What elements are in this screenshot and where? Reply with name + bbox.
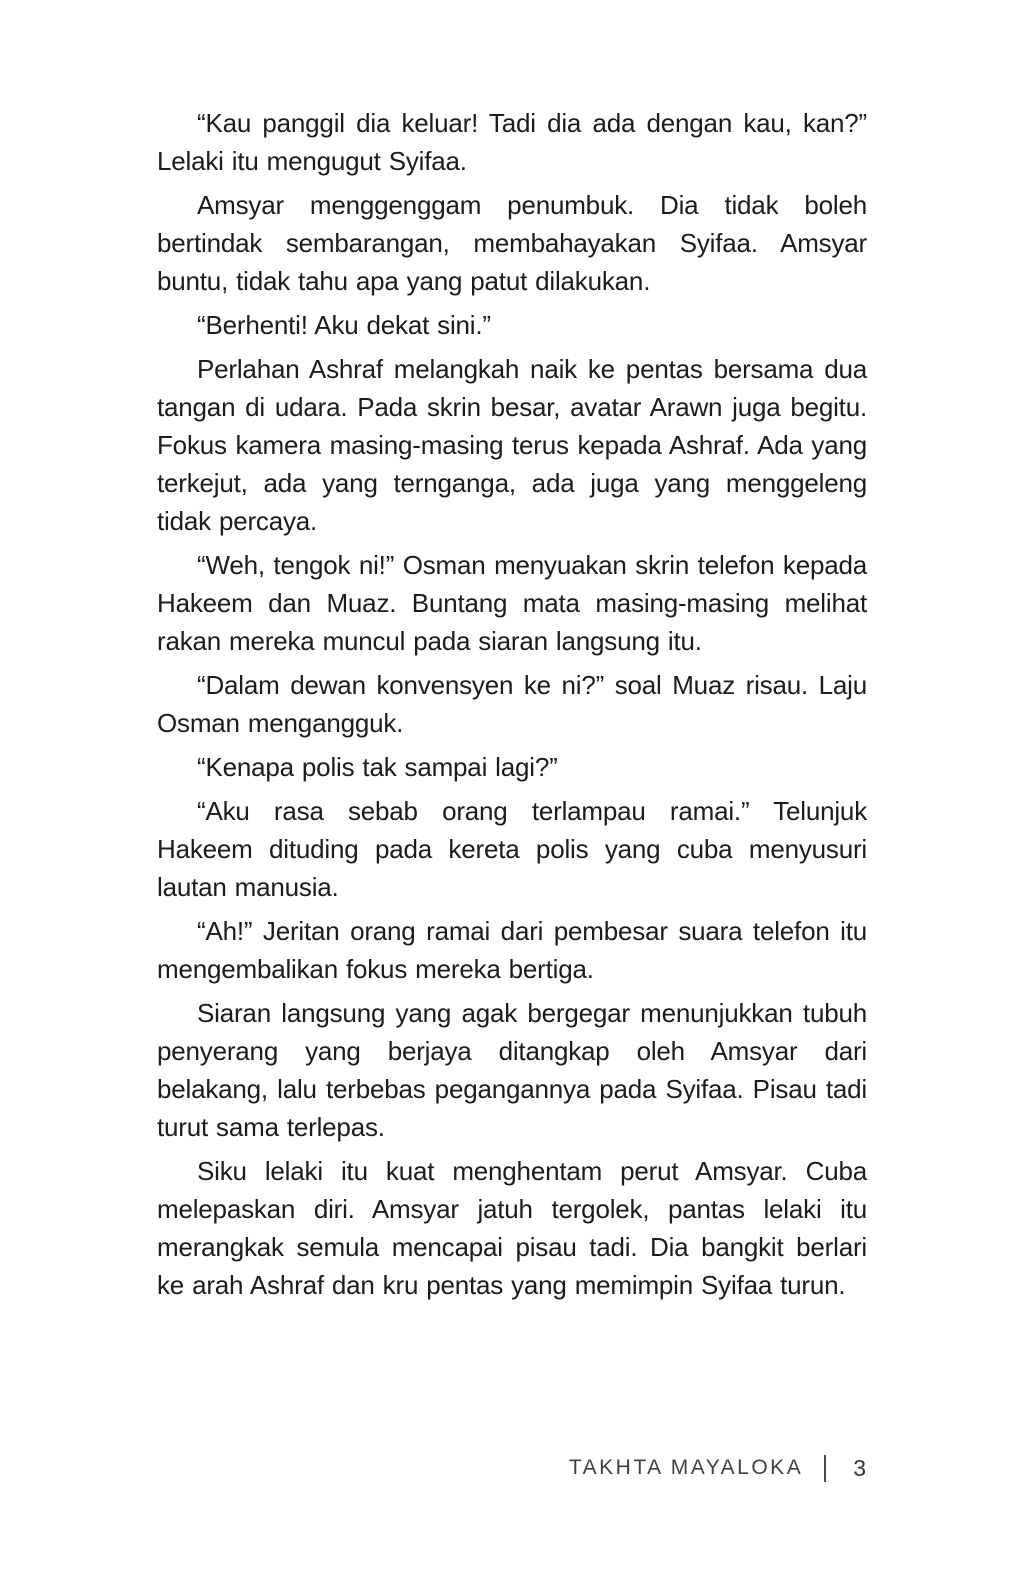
paragraph: Amsyar menggenggam penumbuk. Dia tidak boleh bertindak sembarangan, membahayakan Syifaa. Amsyar buntu, tidak tahu apa yang patut dilakukan.	[157, 190, 867, 296]
paragraph: “Berhenti! Aku dekat sini.”	[197, 310, 491, 340]
paragraph: “Kau panggil dia keluar! Tadi dia ada dengan kau, kan?” Lelaki itu mengugut Syifaa.	[157, 108, 867, 176]
paragraph: “Kenapa polis tak sampai lagi?”	[197, 752, 558, 782]
paragraph: “Aku rasa sebab orang terlampau ramai.” Telunjuk Hakeem dituding pada kereta polis yang cuba menyusuri lautan manusia.	[157, 796, 867, 902]
book-title: TAKHTA MAYALOKA	[568, 1456, 804, 1479]
body-text-block	[157, 104, 867, 1310]
page-number: 3	[853, 1454, 866, 1481]
paragraph: Siku lelaki itu kuat menghentam perut Amsyar. Cuba melepaskan diri. Amsyar jatuh tergolek, pantas lelaki itu merangkak semula mencapai pisau tadi. Dia bangkit berlari ke arah Ashraf dan kru pentas yang memimpin Syifaa turun.	[157, 1156, 867, 1300]
page-footer	[569, 1450, 866, 1486]
paragraph: “Weh, tengok ni!” Osman menyuakan skrin telefon kepada Hakeem dan Muaz. Buntang mata masing-masing melihat rakan mereka muncul pada siaran langsung itu.	[157, 550, 867, 656]
paragraph: Perlahan Ashraf melangkah naik ke pentas bersama dua tangan di udara. Pada skrin besar, avatar Arawn juga begitu. Fokus kamera masing-masing terus kepada Ashraf. Ada yang terkejut, ada yang ternganga, ada juga yang menggeleng tidak percaya.	[157, 354, 867, 536]
paragraph: “Ah!” Jeritan orang ramai dari pembesar suara telefon itu mengembalikan fokus mereka bertiga.	[157, 916, 867, 984]
paragraph: Siaran langsung yang agak bergegar menunjukkan tubuh penyerang yang berjaya ditangkap oleh Amsyar dari belakang, lalu terbebas pegangannya pada Syifaa. Pisau tadi turut sama terlepas.	[157, 998, 867, 1142]
footer-separator	[824, 1455, 826, 1482]
paragraph: “Dalam dewan konvensyen ke ni?” soal Muaz risau. Laju Osman mengangguk.	[157, 670, 867, 738]
